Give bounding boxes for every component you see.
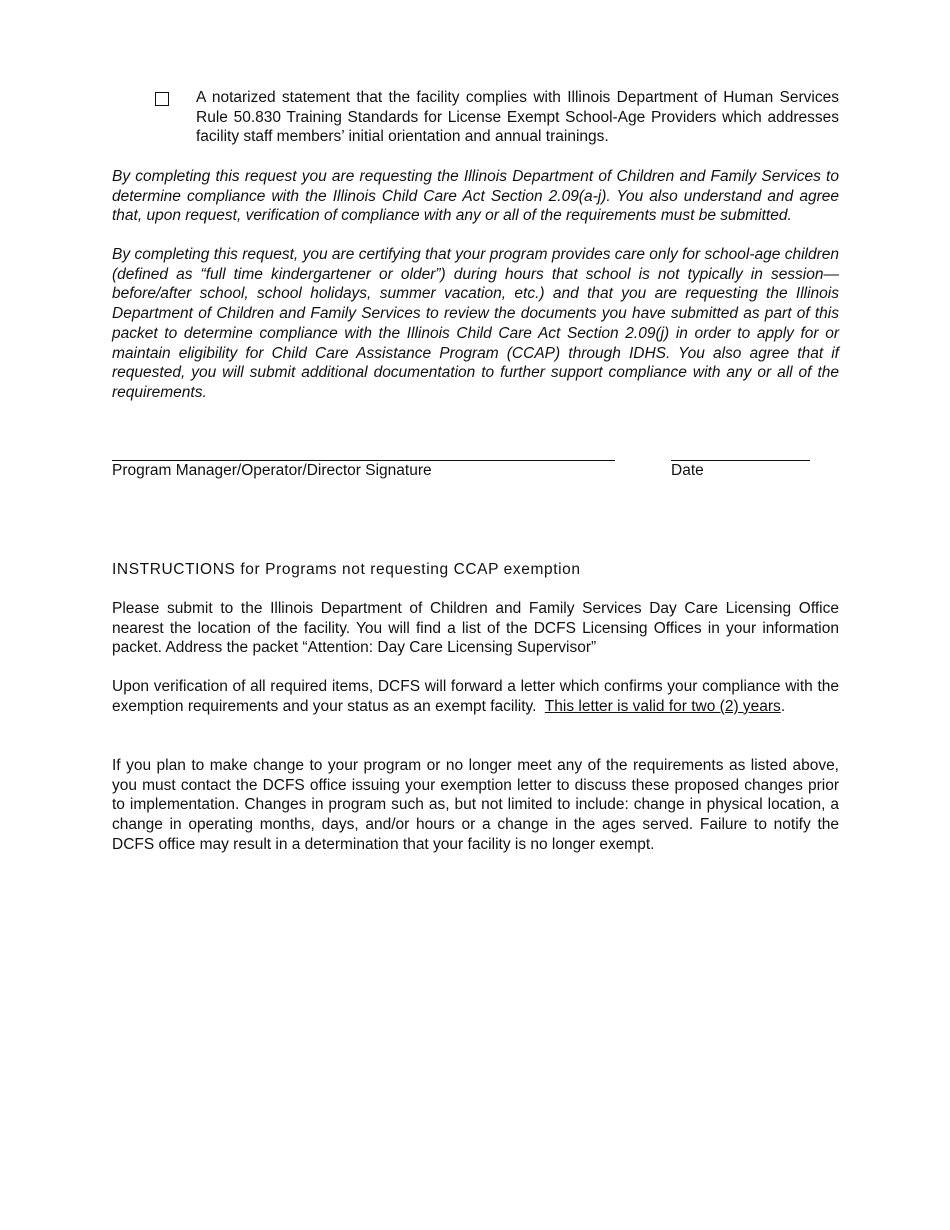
agreement-paragraph-2: By completing this request, you are certifying that your program provides care only for school-age children (defined as “full time kindergartener or older”) during hours that school is not typically in session—before/after school, school holidays, summer vacation, etc.) and that you are requesting the Illinois Department of Children and Family Services to review the documents you have submitted as part of this packet to determine compliance with the Illinois Child Care Act Section 2.09(j) in order to apply for or maintain eligibility for Child Care Assistance Program (CCAP) through IDHS. You also agree that if requested, you will submit additional documentation to further support compliance with any or all of the requirements. xyxy=(112,246,839,401)
notarized-statement-checkbox[interactable] xyxy=(155,92,169,106)
instructions-verification-paragraph xyxy=(112,677,839,716)
checklist-item-text: A notarized statement that the facility complies with Illinois Department of Human Services Rule 50.830 Training Standards for License Exempt School-Age Providers which addresses facility staff members’ initial orientation and annual trainings. xyxy=(196,89,839,146)
instructions-heading: INSTRUCTIONS for Programs not requesting CCAP exemption xyxy=(112,561,581,578)
validity-period: . xyxy=(780,697,786,715)
agreement-paragraph-1: By completing this request you are requesting the Illinois Department of Children and Family Services to determine compliance with the Illinois Child Care Act Section 2.09(a-j). You also understand and agree that, upon request, verification of compliance with any or all of the requirements must be submitted. xyxy=(112,168,839,225)
validity-note: This letter is valid for two (2) years xyxy=(544,697,781,715)
instructions-change-paragraph: If you plan to make change to your program or no longer meet any of the requirements as listed above, you must contact the DCFS office issuing your exemption letter to discuss these proposed changes prior to implementation. Changes in program such as, but not limited to include: change in physical location, a change in operating months, days, and/or hours or a change in the ages served. Failure to notify the DCFS office may result in a determination that your facility is no longer exempt. xyxy=(112,757,839,853)
date-label: Date xyxy=(671,462,704,479)
verification-text: Upon verification of all required items, DCFS will forward a letter which confirms your compliance with the exemption requirements and your status as an exempt facility. xyxy=(112,678,839,715)
instructions-submit-paragraph: Please submit to the Illinois Department of Children and Family Services Day Care Licensing Office nearest the location of the facility. You will find a list of the DCFS Licensing Offices in your information packet. Address the packet “Attention: Day Care Licensing Supervisor” xyxy=(112,600,839,657)
signature-label: Program Manager/Operator/Director Signature xyxy=(112,462,432,479)
